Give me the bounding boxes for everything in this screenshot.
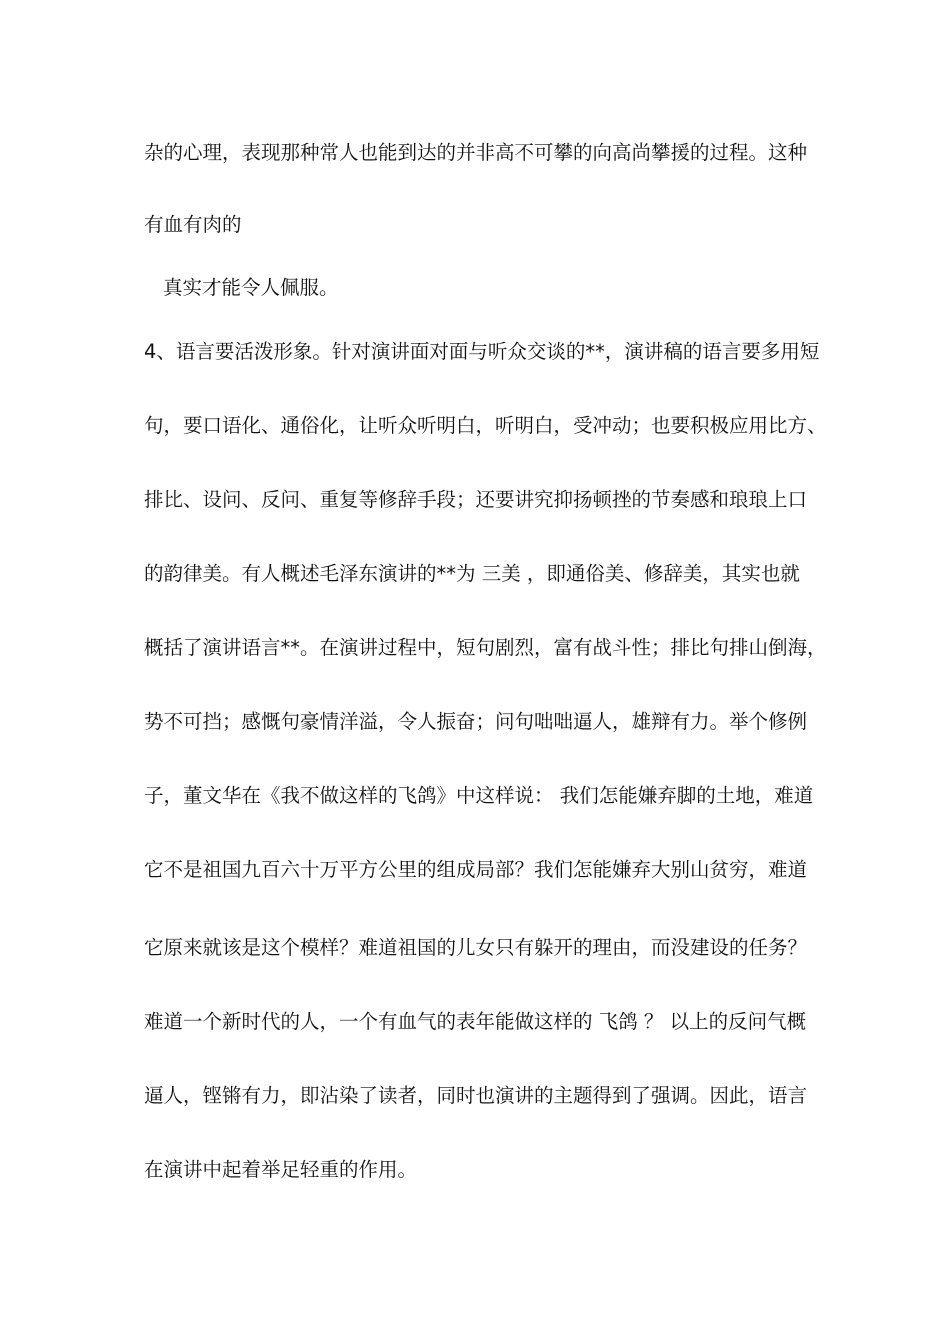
text-line: 逼人，铿锵有力，即沾染了读者，同时也演讲的主题得到了强调。因此，语言 — [144, 1084, 808, 1107]
text-line: 它不是祖国九百六十万平方公里的组成局部？我们怎能嫌弃大别山贫穷，难道 — [144, 858, 808, 881]
text-line: 难道一个新时代的人，一个有血气的表年能做这样的 飞鸽 ？ 以上的反问气概 — [144, 1010, 807, 1033]
text-line: 在演讲中起着举足轻重的作用。 — [144, 1158, 418, 1181]
text-line: 句，要口语化、通俗化，让听众听明白，听明白，受冲动；也要积极应用比方、 — [144, 414, 827, 437]
text-line: 杂的心理，表现那种常人也能到达的并非高不可攀的向高尚攀援的过程。这种 — [144, 141, 808, 164]
text-line-indented: 真实才能令人佩服。 — [163, 276, 339, 299]
text-line: 的韵律美。有人概述毛泽东演讲的**为 三美 ，即通俗美、修辞美，其实也就 — [144, 562, 800, 585]
numbered-paragraph-start: 4、语言要活泼形象。针对演讲面对面与听众交谈的**，演讲稿的语言要多用短 — [144, 340, 820, 363]
text-line: 它原来就该是这个模样？难道祖国的儿女只有躲开的理由，而没建设的任务？ — [144, 936, 808, 959]
text-line: 有血有肉的 — [144, 213, 242, 236]
text-line: 子，董文华在《我不做这样的飞鸽》中这样说： 我们怎能嫌弃脚的土地，难道 — [144, 784, 814, 807]
text-line: 概括了演讲语言**。在演讲过程中，短句剧烈，富有战斗性；排比句排山倒海， — [144, 636, 827, 659]
text-line: 势不可挡；感慨句豪情洋溢，令人振奋；问句咄咄逼人，雄辩有力。举个修例 — [144, 710, 808, 733]
text-line: 排比、设问、反问、重复等修辞手段；还要讲究抑扬顿挫的节奏感和琅琅上口 — [144, 488, 808, 511]
